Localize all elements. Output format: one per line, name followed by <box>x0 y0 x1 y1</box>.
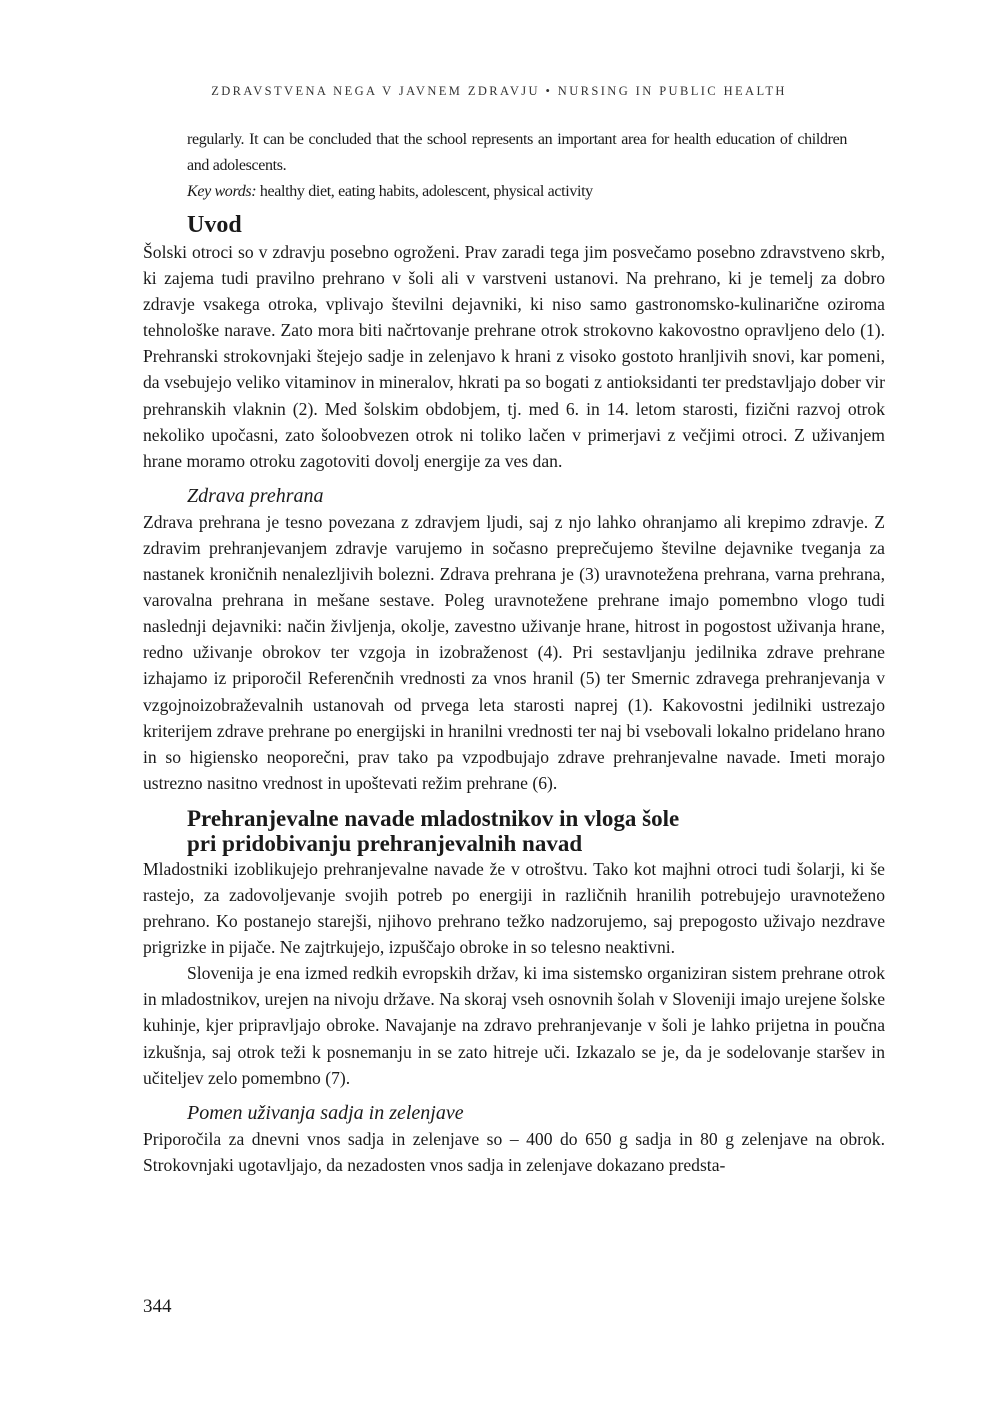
heading-uvod: Uvod <box>187 212 242 238</box>
heading-prehranjevalne-navade <box>187 806 885 856</box>
keywords-line <box>187 179 847 205</box>
main-body <box>143 212 885 1178</box>
paragraph-sadje: Priporočila za dnevni vnos sadja in zelenjave so – 400 do 650 g sadja in 80 g zelenjave na obrok. Strokovnjaki ugotavljajo, da nezadosten vnos sadja in zelenjave dokazano predsta- <box>143 1128 885 1175</box>
paragraph-zdrava-prehrana: Zdrava prehrana je tesno povezana z zdravjem ljudi, saj z njo lahko ohranjamo ali krepimo zdravje. Z zdravim prehranjevanjem zdravje varujemo in sočasno preprečujemo številne dejavnike tveganja za nastanek kroničnih nenalezljivih bolezni. Zdrava prehrana je (3) uravnotežena prehrana, varna prehrana, varovalna prehrana in mešane sestave. Poleg uravnotežene prehrane imajo pomembno vlogo tudi naslednji dejavniki: način življenja, okolje, zavestno uživanje hrane, hitrost in pogostost uživanja hrane, redno uživanje obrokov ter vzgoja in izobraženost (4). Pri sestavljanju jedilnika zdrave prehrane izhajamo iz priporočil Referenčnih vrednosti za vnos hranil (5) ter Smernic zdravega prehranjevanja v vzgojnoizobraževalnih ustanovah od prvega leta starosti naprej (1). Kakovostni jedilniki ustrezajo kriterijem zdrave prehrane po energijski in hranilni vrednosti ter naj bi vsebovali lokalno pridelano hrano in so higiensko neoporečni, prav tako pa vzpodbujajo zdrave prehranjevalne navade. Imeti morajo ustrezno nasitno vrednost in upoštevati režim prehrane (6). <box>143 511 885 793</box>
keywords-label: Key words: <box>187 183 257 200</box>
heading-zdrava-prehrana: Zdrava prehrana <box>187 484 324 507</box>
keywords-text: healthy diet, eating habits, adolescent, physical activity <box>256 183 593 200</box>
paragraph-navade-2: Slovenija je ena izmed redkih evropskih držav, ki ima sistemsko organiziran sistem prehrane otrok in mladostnikov, urejen na nivoju države. Na skoraj vseh osnovnih šolah v Sloveniji imajo urejene šolske kuhinje, kjer pripravljajo obroke. Navajanje na zdravo prehranjevanje v šoli je lahko prijetna in poučna izkušnja, saj otrok teži k posnemanju in se zato hitreje uči. Izkazalo se je, da je sodelovanje staršev in učiteljev zelo pomembno (7). <box>143 963 885 1088</box>
running-header: ZDRAVSTVENA NEGA V JAVNEM ZDRAVJU • NURSING IN PUBLIC HEALTH <box>211 84 787 98</box>
heading-line-1: Prehranjevalne navade mladostnikov in vloga šole <box>187 805 680 831</box>
abstract-text: regularly. It can be concluded that the school represents an important area for health education of children and adolescents. <box>187 131 847 174</box>
page-number: 344 <box>143 1296 172 1317</box>
heading-pomen-sadja: Pomen uživanja sadja in zelenjave <box>187 1101 464 1124</box>
heading-line-2: pri pridobivanju prehranjevalnih navad <box>187 830 583 856</box>
paragraph-navade-1: Mladostniki izoblikujejo prehranjevalne navade že v otroštvu. Tako kot majhni otroci tudi šolarji, ki še rastejo, za zadovoljevanje svojih potreb po energiji in različnih hranilih potrebujejo uravnoteženo prehrano. Ko postanejo starejši, njihovo prehrano težko nadzorujemo, saj prepogosto uživajo nezdrave prigrizke in pijače. Ne zajtrkujejo, izpuščajo obroke in so telesno neaktivni. <box>143 858 885 958</box>
abstract-continuation <box>187 127 847 205</box>
paragraph-uvod: Šolski otroci so v zdravju posebno ogroženi. Prav zaradi tega jim posvečamo posebno zdravstveno skrb, ki zajema tudi pravilno prehrano v šoli ali v varstveni ustanovi. Na prehrano, ki je temelj za dobro zdravje vsakega otroka, vplivajo številni dejavniki, ki niso samo gastronomsko-kulinarične oziroma tehnološke narave. Zato mora biti načrtovanje prehrane otrok strokovno kakovostno opravljeno delo (1). Prehranski strokovnjaki štejejo sadje in zelenjavo k hrani z visoko gostoto hranljivih snovi, kar pomeni, da vsebujejo veliko vitaminov in mineralov, hkrati pa so bogati z antioksidanti ter predstavljajo dober vir prehranskih vlaknin (2). Med šolskim obdobjem, tj. med 6. in 14. letom starosti, fizični razvoj otrok nekoliko upočasni, zato šoloobvezen otrok ni toliko lačen v primerjavi z večjimi otroci. Z uživanjem hrane moramo otroku zagotoviti dovolj energije za ves dan. <box>143 242 885 471</box>
